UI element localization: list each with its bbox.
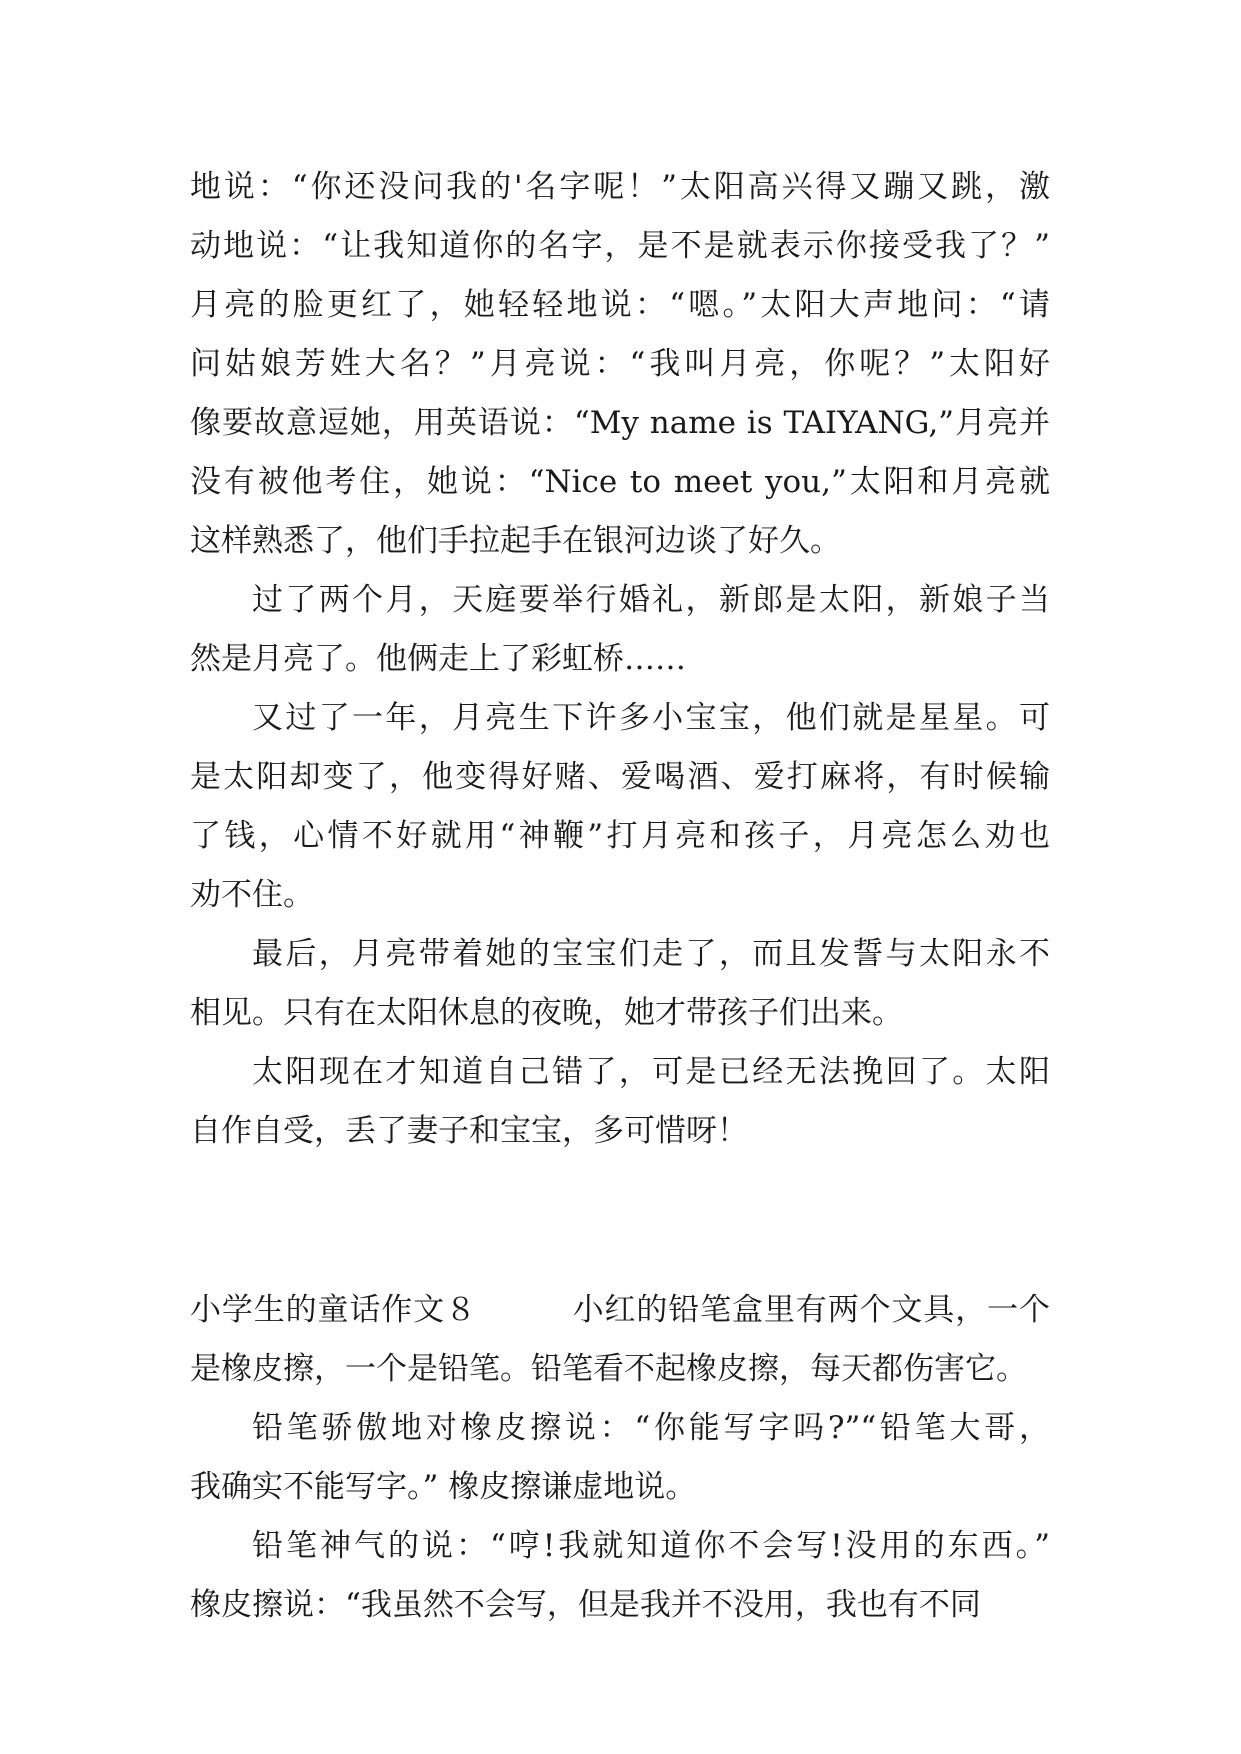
text-line: 地说：“你还没问我的'名字呢！”太阳高兴得又蹦又跳，激 [190, 169, 1050, 205]
text-line: 橡皮擦说：“我虽然不会写，但是我并不没用，我也有不同 [190, 1587, 981, 1623]
story-text [190, 158, 1050, 1635]
text-line: 这样熟悉了，他们手拉起手在银河边谈了好久。 [190, 523, 841, 559]
paragraph [190, 1517, 1050, 1635]
paragraph [190, 158, 1050, 571]
text-line: 然是月亮了。他俩走上了彩虹桥…… [190, 641, 686, 677]
text-line: 铅笔骄傲地对橡皮擦说：“你能写字吗?”“铅笔大哥， [252, 1410, 1050, 1446]
text-line: 没有被他考住，她说：“Nice to meet you,”太阳和月亮就 [190, 464, 1050, 500]
paragraph [190, 1281, 1050, 1399]
paragraph [190, 1399, 1050, 1517]
text-line: 劝不住。 [190, 877, 314, 913]
paragraph [190, 1043, 1050, 1161]
paragraph [190, 571, 1050, 689]
text-line: 是橡皮擦，一个是铅笔。铅笔看不起橡皮擦，每天都伤害它。 [190, 1351, 1027, 1387]
text-line: 是太阳却变了，他变得好赌、爱喝酒、爱打麻将，有时候输 [190, 759, 1050, 795]
text-line: 了钱，心情不好就用“神鞭”打月亮和孩子，月亮怎么劝也 [190, 818, 1050, 854]
text-line: 问姑娘芳姓大名？”月亮说：“我叫月亮，你呢？”太阳好 [190, 346, 1050, 382]
text-line: 动地说：“让我知道你的名字，是不是就表示你接受我了？” [190, 228, 1050, 264]
text-line: 铅笔神气的说：“哼!我就知道你不会写!没用的东西。” [252, 1528, 1050, 1564]
text-line: 我确实不能写字。” 橡皮擦谦虚地说。 [190, 1469, 697, 1505]
text-line: 相见。只有在太阳休息的夜晚，她才带孩子们出来。 [190, 995, 903, 1031]
paragraph [190, 925, 1050, 1043]
text-line: 过了两个月，天庭要举行婚礼，新郎是太阳，新娘子当 [252, 582, 1050, 618]
text-line: 太阳现在才知道自己错了，可是已经无法挽回了。太阳 [252, 1054, 1050, 1090]
text-line: 最后，月亮带着她的宝宝们走了，而且发誓与太阳永不 [252, 936, 1050, 972]
text-line: 月亮的脸更红了，她轻轻地说：“嗯。”太阳大声地问：“请 [190, 287, 1050, 323]
paragraph [190, 689, 1050, 925]
text-line: 自作自受，丢了妻子和宝宝，多可惜呀！ [190, 1113, 748, 1149]
section-gap [190, 1161, 1050, 1281]
text-line: 又过了一年，月亮生下许多小宝宝，他们就是星星。可 [252, 700, 1050, 736]
text-line: 像要故意逗她，用英语说：“My name is TAIYANG,”月亮并 [190, 405, 1050, 441]
text-line: 小学生的童话作文８ 小红的铅笔盒里有两个文具，一个 [190, 1292, 1050, 1328]
